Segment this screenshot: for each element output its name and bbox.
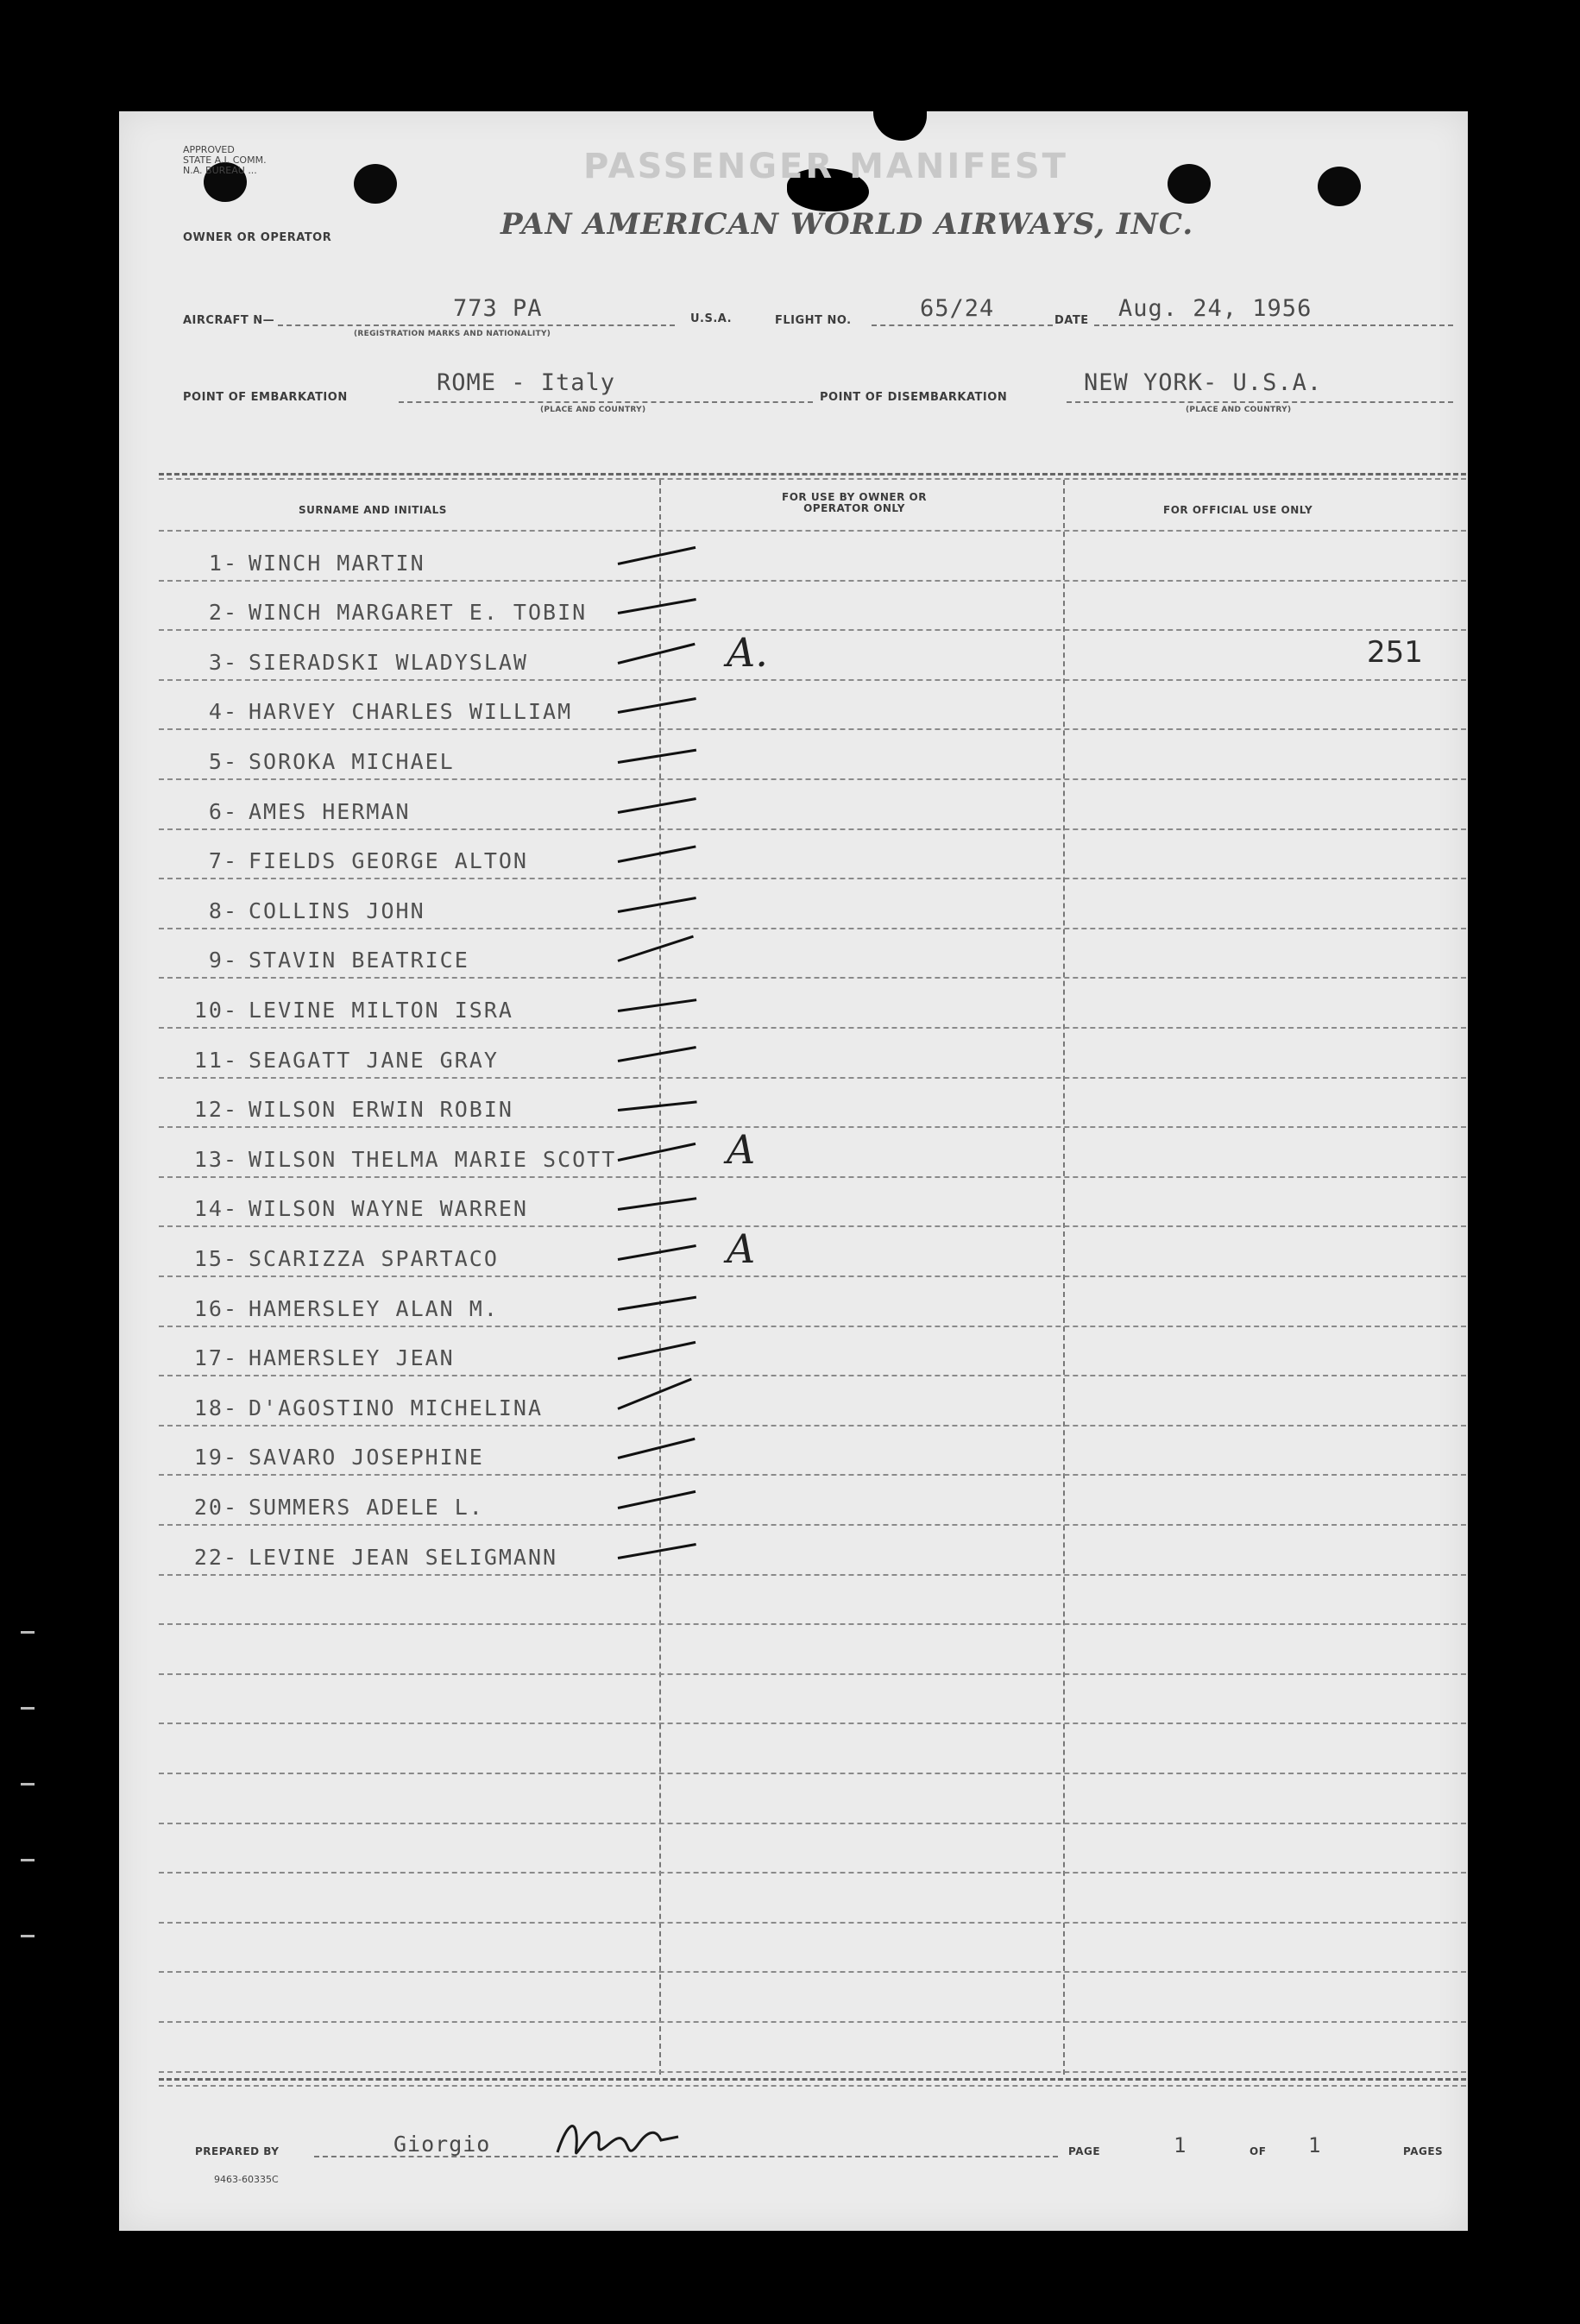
passenger-name: SEAGATT JANE GRAY xyxy=(249,1048,499,1073)
row-rule xyxy=(159,928,1466,929)
row-rule xyxy=(159,2021,1466,2023)
passenger-name: WILSON THELMA MARIE SCOTT xyxy=(249,1147,617,1172)
passenger-name: WINCH MARTIN xyxy=(249,551,425,576)
passenger-row xyxy=(169,1395,543,1420)
aircraft-label: AIRCRAFT N— xyxy=(183,314,275,327)
row-rule xyxy=(159,977,1466,979)
row-rule xyxy=(159,1723,1466,1724)
form-heading: PASSENGER MANIFEST xyxy=(583,147,1068,186)
row-rule xyxy=(159,828,1466,830)
passenger-row xyxy=(169,848,528,873)
passenger-name: STAVIN BEATRICE xyxy=(249,948,469,973)
row-rule xyxy=(159,1574,1466,1576)
disembarkation-label: POINT OF DISEMBARKATION xyxy=(820,391,1008,404)
aircraft-value: 773 PA xyxy=(453,295,543,322)
disembarkation-underline xyxy=(1067,401,1453,403)
passenger-row xyxy=(169,1097,513,1122)
col-header-owner-use: FOR USE BY OWNER OR OPERATOR ONLY xyxy=(782,491,927,514)
row-rule xyxy=(159,1922,1466,1924)
row-rule xyxy=(159,1126,1466,1128)
row-rule xyxy=(159,530,1466,532)
passenger-number: 8- xyxy=(208,898,238,923)
edge-tick xyxy=(21,1935,35,1937)
passenger-number: 12- xyxy=(193,1097,238,1122)
edge-tick xyxy=(21,1783,35,1786)
passenger-number: 14- xyxy=(193,1196,238,1221)
row-rule xyxy=(159,2071,1466,2073)
passenger-name: SIERADSKI WLADYSLAW xyxy=(249,650,528,675)
date-value: Aug. 24, 1956 xyxy=(1118,295,1312,322)
passenger-row xyxy=(169,1296,499,1321)
page-label: PAGE xyxy=(1068,2145,1101,2157)
handwritten-mark: A. xyxy=(727,629,768,676)
row-rule xyxy=(159,1275,1466,1277)
passenger-name: LEVINE MILTON ISRA xyxy=(249,998,513,1023)
passenger-row xyxy=(169,1196,528,1221)
total-pages: 1 xyxy=(1308,2133,1322,2157)
passenger-row xyxy=(169,699,572,724)
row-rule xyxy=(159,1027,1466,1029)
passenger-number: 22- xyxy=(193,1545,238,1570)
aircraft-sub-label: (REGISTRATION MARKS AND NATIONALITY) xyxy=(354,330,551,338)
page-number: 1 xyxy=(1174,2133,1187,2157)
table-top-rule-2 xyxy=(159,478,1466,480)
row-rule xyxy=(159,1225,1466,1227)
row-rule xyxy=(159,1823,1466,1824)
passenger-row xyxy=(169,898,425,923)
row-rule xyxy=(159,1077,1466,1079)
row-rule xyxy=(159,580,1466,582)
passenger-row xyxy=(169,650,528,675)
passenger-row xyxy=(169,1345,455,1370)
passenger-name: AMES HERMAN xyxy=(249,799,411,824)
column-divider-1 xyxy=(659,480,661,2075)
passenger-name: HAMERSLEY JEAN xyxy=(249,1345,455,1370)
passenger-name: SOROKA MICHAEL xyxy=(249,749,455,774)
passenger-number: 16- xyxy=(193,1296,238,1321)
column-divider-2 xyxy=(1063,480,1065,2075)
date-underline xyxy=(1094,324,1453,326)
table-top-rule xyxy=(159,473,1466,476)
row-rule xyxy=(159,1326,1466,1327)
row-rule xyxy=(159,1872,1466,1874)
passenger-number: 19- xyxy=(193,1445,238,1470)
embarkation-label: POINT OF EMBARKATION xyxy=(183,391,348,404)
approval-line-2: STATE A.I. COMM. xyxy=(183,154,267,166)
col-header-official-use: FOR OFFICIAL USE ONLY xyxy=(1163,504,1313,516)
passenger-number: 17- xyxy=(193,1345,238,1370)
row-rule xyxy=(159,1773,1466,1774)
passenger-number: 7- xyxy=(208,848,238,873)
punch-hole-icon xyxy=(1168,164,1211,204)
row-rule xyxy=(159,679,1466,681)
row-rule xyxy=(159,1971,1466,1973)
passenger-number: 5- xyxy=(208,749,238,774)
passenger-number: 3- xyxy=(208,650,238,675)
passenger-name: LEVINE JEAN SELIGMANN xyxy=(249,1545,558,1570)
passenger-row xyxy=(169,600,587,625)
passenger-name: D'AGOSTINO MICHELINA xyxy=(249,1395,544,1420)
passenger-name: HAMERSLEY ALAN M. xyxy=(249,1296,499,1321)
row-rule xyxy=(159,1176,1466,1178)
official-number: 251 xyxy=(1367,635,1423,670)
pages-label: PAGES xyxy=(1403,2145,1444,2157)
row-rule xyxy=(159,629,1466,631)
passenger-row xyxy=(169,551,425,576)
passenger-name: HARVEY CHARLES WILLIAM xyxy=(249,699,573,724)
col-header-surname: SURNAME AND INITIALS xyxy=(299,504,447,516)
embarkation-sub-label: (PLACE AND COUNTRY) xyxy=(540,406,646,414)
prepared-by-value: Giorgio xyxy=(393,2132,491,2157)
row-rule xyxy=(159,1375,1466,1376)
passenger-name: WILSON ERWIN ROBIN xyxy=(249,1097,513,1122)
passenger-row xyxy=(169,1048,499,1073)
disembarkation-value: NEW YORK- U.S.A. xyxy=(1084,369,1323,396)
passenger-row xyxy=(169,948,469,973)
signature-icon xyxy=(549,2109,704,2170)
passenger-row xyxy=(169,1495,484,1520)
aircraft-underline xyxy=(278,324,675,326)
edge-tick xyxy=(21,1859,35,1861)
passenger-number: 13- xyxy=(193,1147,238,1172)
edge-tick xyxy=(21,1631,35,1634)
passenger-row xyxy=(169,749,455,774)
passenger-name: SCARIZZA SPARTACO xyxy=(249,1246,499,1271)
flight-underline xyxy=(872,324,1053,326)
passenger-number: 2- xyxy=(208,600,238,625)
row-rule xyxy=(159,778,1466,780)
embarkation-value: ROME - Italy xyxy=(437,369,616,396)
row-rule xyxy=(159,1524,1466,1526)
edge-tick xyxy=(21,1707,35,1710)
passenger-name: SUMMERS ADELE L. xyxy=(249,1495,484,1520)
passenger-number: 4- xyxy=(208,699,238,724)
passenger-number: 20- xyxy=(193,1495,238,1520)
passenger-number: 10- xyxy=(193,998,238,1023)
passenger-name: WINCH MARGARET E. TOBIN xyxy=(249,600,588,625)
approval-line-3: N.A. BUREAU ... xyxy=(183,165,257,176)
passenger-name: FIELDS GEORGE ALTON xyxy=(249,848,528,873)
passenger-row xyxy=(169,1545,557,1570)
row-rule xyxy=(159,878,1466,879)
passenger-name: WILSON WAYNE WARREN xyxy=(249,1196,528,1221)
row-rule xyxy=(159,1623,1466,1625)
passenger-number: 11- xyxy=(193,1048,238,1073)
passenger-row xyxy=(169,1445,484,1470)
form-number: 9463-60335C xyxy=(214,2174,279,2185)
punch-hole-icon xyxy=(354,164,397,204)
table-bottom-rule xyxy=(159,2078,1466,2081)
disembarkation-sub-label: (PLACE AND COUNTRY) xyxy=(1186,406,1292,414)
passenger-row xyxy=(169,799,411,824)
approval-line-1: APPROVED xyxy=(183,144,235,155)
embarkation-underline xyxy=(399,401,813,403)
row-rule xyxy=(159,1474,1466,1476)
passenger-number: 18- xyxy=(193,1395,238,1420)
row-rule xyxy=(159,1673,1466,1675)
punch-hole-icon xyxy=(1318,167,1361,206)
nationality-label: U.S.A. xyxy=(690,312,733,325)
date-label: DATE xyxy=(1054,314,1089,327)
passenger-number: 1- xyxy=(208,551,238,576)
handwritten-mark: A xyxy=(727,1225,756,1272)
passenger-row xyxy=(169,998,513,1023)
passenger-name: SAVARO JOSEPHINE xyxy=(249,1445,484,1470)
flight-label: FLIGHT NO. xyxy=(775,314,852,327)
row-rule xyxy=(159,1425,1466,1427)
airline-name: PAN AMERICAN WORLD AIRWAYS, INC. xyxy=(500,207,1194,242)
owner-label: OWNER OR OPERATOR xyxy=(183,231,332,244)
passenger-number: 6- xyxy=(208,799,238,824)
passenger-row xyxy=(169,1246,499,1271)
table-bottom-rule-2 xyxy=(159,2085,1466,2087)
passenger-row xyxy=(169,1147,616,1172)
prepared-by-label: PREPARED BY xyxy=(195,2145,280,2157)
flight-value: 65/24 xyxy=(920,295,995,322)
passenger-number: 15- xyxy=(193,1246,238,1271)
row-rule xyxy=(159,728,1466,730)
handwritten-mark: A xyxy=(727,1126,756,1173)
of-label: OF xyxy=(1250,2145,1267,2157)
passenger-number: 9- xyxy=(208,948,238,973)
passenger-name: COLLINS JOHN xyxy=(249,898,425,923)
